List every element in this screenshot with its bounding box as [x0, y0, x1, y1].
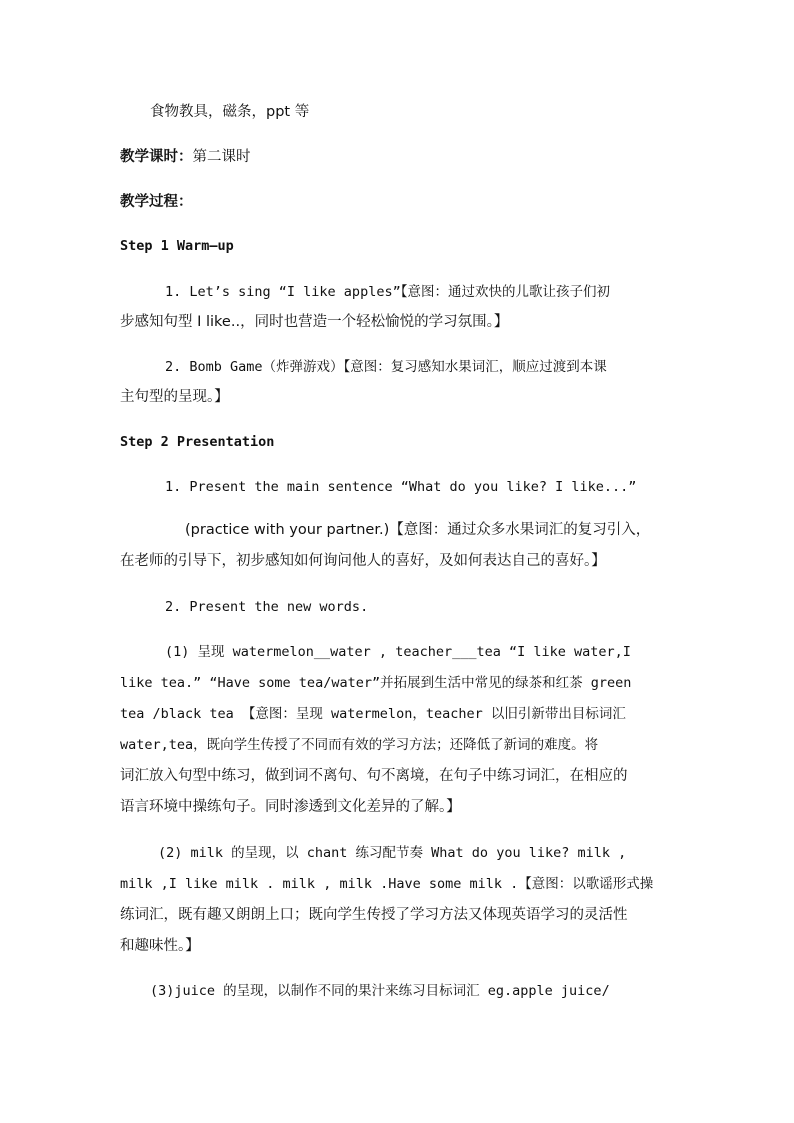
step2-item1-line2: (practice with your partner.)【意图：通过众多水果词汇的复习引入， [185, 522, 651, 538]
step2-item2-line1: 2. Present the new words. [165, 599, 369, 615]
step1-item2-line1: 2. Bomb Game（炸弹游戏）【意图：复习感知水果词汇，顺应过渡到本课 [165, 359, 607, 375]
step1-item2-line2: 主句型的呈现。】 [120, 389, 229, 405]
lesson-time-value: 第二课时 [192, 149, 251, 165]
step2-sub1-line1: (1) 呈现 watermelon__water , teacher___tea “I like water,I [165, 644, 631, 660]
step2-sub2-line1: (2) milk 的呈现，以 chant 练习配节奏 What do you like? milk , [158, 845, 627, 861]
step2-sub2-line3: 练词汇，既有趣又朗朗上口；既向学生传授了学习方法又体现英语学习的灵活性 [120, 907, 628, 923]
step2-sub2-line4: 和趣味性。】 [120, 938, 200, 954]
step2-sub1-line5: 词汇放入句型中练习，做到词不离句、句不离境，在句子中练习词汇，在相应的 [120, 768, 628, 784]
process-heading: 教学过程： [120, 194, 193, 210]
step1-item1-line1: 1. Let’s sing “I like apples”【意图：通过欢快的儿歌让孩子们初 [165, 284, 610, 300]
step2-sub2-line2: milk ,I like milk . milk , milk .Have some milk .【意图：以歌谣形式操 [120, 876, 654, 892]
step2-sub1-line3: tea /black tea 【意图：呈现 watermelon，teacher 以旧引新带出目标词汇 [120, 706, 626, 722]
lesson-time-label: 教学课时： [120, 149, 193, 165]
materials-line: 食物教具，磁条，ppt 等 [150, 104, 310, 120]
step2-sub1-line4: water,tea，既向学生传授了不同而有效的学习方法；还降低了新词的难度。将 [120, 737, 599, 753]
step2-sub3-line1: (3)juice 的呈现，以制作不同的果汁来练习目标词汇 eg.apple juice/ [150, 983, 610, 999]
step2-sub1-line2: like tea.” “Have some tea/water”并拓展到生活中常见的绿茶和红茶 green [120, 675, 632, 691]
step2-title: Step 2 Presentation [120, 434, 275, 450]
step2-item1-line3: 在老师的引导下，初步感知如何询问他人的喜好，及如何表达自己的喜好。】 [120, 553, 606, 569]
step2-sub1-line6: 语言环境中操练句子。同时渗透到文化差异的了解。】 [120, 799, 461, 815]
lesson-time-line [120, 147, 251, 167]
step1-title: Step 1 Warm—up [120, 238, 234, 254]
step1-item1-line2: 步感知句型 I like..，同时也营造一个轻松愉悦的学习氛围。】 [120, 314, 509, 330]
step2-item1-line1: 1. Present the main sentence “What do you like? I like...” [165, 479, 637, 495]
